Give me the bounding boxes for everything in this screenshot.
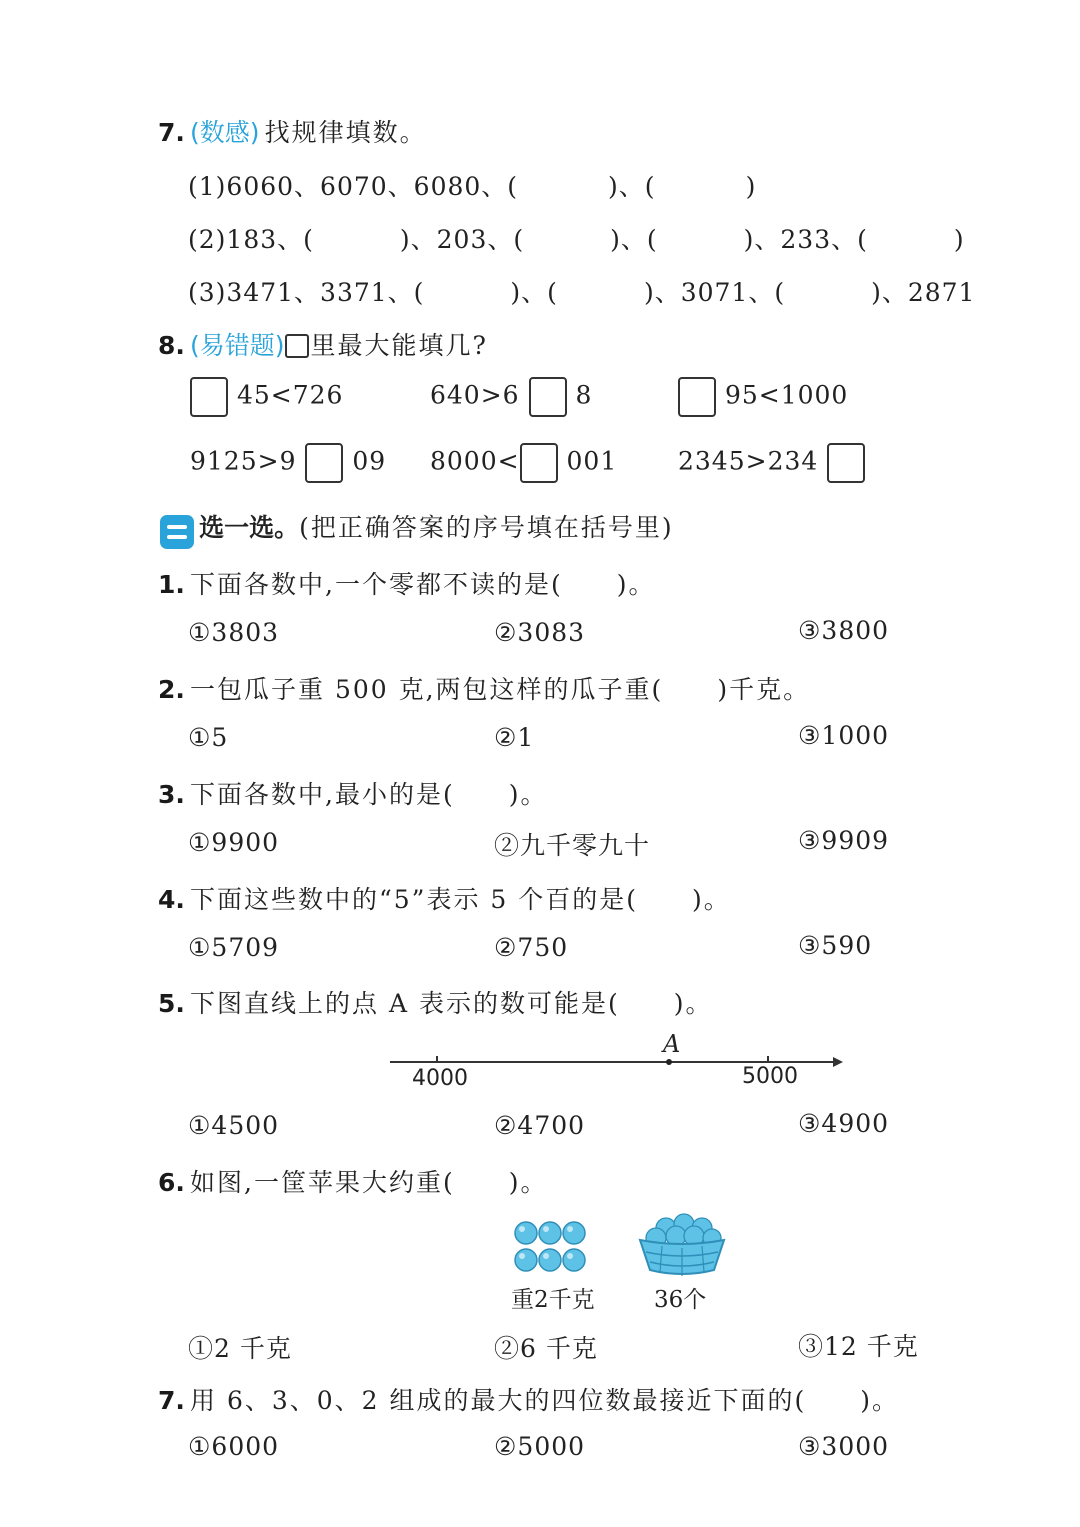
option-1[interactable]: ①3803	[188, 618, 280, 647]
choice-question-6	[158, 1163, 547, 1199]
question-text: 下面这些数中的“5”表示 5 个百的是( )。	[190, 885, 731, 914]
question-number: 1.	[158, 570, 185, 599]
question-text: 用 6、3、0、2 组成的最大的四位数最接近下面的( )。	[190, 1386, 900, 1415]
option-3[interactable]: ③12 千克	[798, 1332, 919, 1361]
seq-text: )	[953, 225, 965, 254]
choice-question-4	[158, 880, 731, 916]
basket-label: 36个	[654, 1287, 707, 1313]
q7-row-2	[188, 220, 965, 256]
option-2[interactable]: ②3083	[494, 618, 586, 647]
option-3[interactable]: ③3800	[798, 616, 890, 645]
q8-item-5	[430, 443, 617, 483]
axis-label-4000: 4000	[412, 1066, 468, 1091]
seq-text: )、233、(	[743, 225, 868, 254]
choice-question-2	[158, 670, 810, 706]
question-number: 8.	[158, 331, 185, 360]
seq-text: )、(	[608, 172, 656, 201]
q7-row-3	[188, 273, 975, 309]
question-prompt: 找规律填数。	[264, 118, 427, 147]
option-2[interactable]: ②750	[494, 933, 569, 962]
question-number: 7.	[158, 118, 185, 147]
apple-basket-icon	[636, 1208, 728, 1280]
seq-text: )、3071、(	[643, 278, 786, 307]
item-text: 8	[575, 380, 593, 410]
six-apples-icon	[512, 1218, 596, 1280]
answer-box[interactable]	[529, 377, 567, 417]
option-2[interactable]: ②6 千克	[494, 1334, 598, 1363]
item-text: 45<726	[236, 380, 344, 410]
option-1[interactable]: ①6000	[188, 1432, 280, 1461]
question-text: 如图,一筐苹果大约重( )。	[190, 1168, 548, 1197]
question-number: 7.	[158, 1386, 185, 1415]
question-number: 5.	[158, 989, 185, 1018]
seq-text: )、(	[510, 278, 558, 307]
item-text: 09	[352, 446, 387, 476]
q8-item-6	[678, 443, 865, 483]
q8-header	[158, 326, 488, 362]
item-text: 95<1000	[724, 380, 849, 410]
option-3[interactable]: ③3000	[798, 1432, 890, 1461]
answer-box[interactable]	[190, 377, 228, 417]
section-two-icon	[160, 515, 194, 549]
option-2[interactable]: ②1	[494, 723, 535, 752]
q8-item-3	[678, 377, 848, 417]
section-title: 选一选。	[199, 513, 300, 542]
square-icon	[285, 334, 309, 358]
seq-text: )、2871	[871, 278, 976, 307]
seq-text: (1)6060、6070、6080、(	[188, 172, 519, 201]
question-text: 下面各数中,一个零都不读的是( )。	[190, 570, 656, 599]
category-tag: (易错题)	[190, 331, 285, 360]
question-text: 下面各数中,最小的是( )。	[190, 780, 548, 809]
item-text: 001	[566, 446, 618, 476]
answer-box[interactable]	[305, 443, 343, 483]
question-number: 2.	[158, 675, 185, 704]
seq-text: )、(	[610, 225, 658, 254]
seq-text: (2)183、(	[188, 225, 314, 254]
q7-row-1	[188, 167, 756, 203]
answer-box[interactable]	[520, 443, 558, 483]
option-3[interactable]: ③590	[798, 931, 873, 960]
category-tag: (数感)	[190, 118, 260, 147]
item-text: 640>6	[430, 380, 520, 410]
point-a-label: A	[663, 1030, 681, 1058]
item-text: 8000<	[430, 446, 520, 476]
option-3[interactable]: ③1000	[798, 721, 890, 750]
answer-box[interactable]	[678, 377, 716, 417]
option-3[interactable]: ③4900	[798, 1109, 890, 1138]
seq-text: )、203、(	[399, 225, 525, 254]
option-1[interactable]: ①9900	[188, 828, 280, 857]
option-1[interactable]: ①2 千克	[188, 1334, 292, 1363]
q8-item-2	[430, 377, 592, 417]
question-number: 4.	[158, 885, 185, 914]
choice-question-3	[158, 775, 547, 811]
q8-item-1	[190, 377, 343, 417]
option-1[interactable]: ①4500	[188, 1111, 280, 1140]
section-2-header	[160, 508, 674, 549]
question-prompt: 里最大能填几?	[310, 331, 488, 360]
question-text: 一包瓜子重 500 克,两包这样的瓜子重( )千克。	[190, 675, 811, 704]
q7-header	[158, 113, 427, 149]
item-text: 2345>234	[678, 446, 819, 476]
question-number: 3.	[158, 780, 185, 809]
seq-text: )	[745, 172, 757, 201]
choice-question-5	[158, 984, 712, 1020]
answer-box[interactable]	[827, 443, 865, 483]
option-2[interactable]: ②5000	[494, 1432, 586, 1461]
choice-question-7	[158, 1381, 899, 1417]
q8-item-4	[190, 443, 386, 483]
option-1[interactable]: ①5709	[188, 933, 280, 962]
choice-question-1	[158, 565, 655, 601]
question-text: 下图直线上的点 A 表示的数可能是( )。	[190, 989, 713, 1018]
arrow-icon	[833, 1057, 843, 1067]
point-a	[666, 1059, 672, 1065]
item-text: 9125>9	[190, 446, 297, 476]
six-apples-label: 重2千克	[511, 1287, 595, 1313]
seq-text: (3)3471、3371、(	[188, 278, 425, 307]
option-3[interactable]: ③9909	[798, 826, 890, 855]
section-subtitle: (把正确答案的序号填在括号里)	[299, 513, 674, 542]
question-number: 6.	[158, 1168, 185, 1197]
option-2[interactable]: ②九千零九十	[494, 831, 651, 860]
axis-label-5000: 5000	[742, 1064, 798, 1089]
option-2[interactable]: ②4700	[494, 1111, 586, 1140]
option-1[interactable]: ①5	[188, 723, 229, 752]
